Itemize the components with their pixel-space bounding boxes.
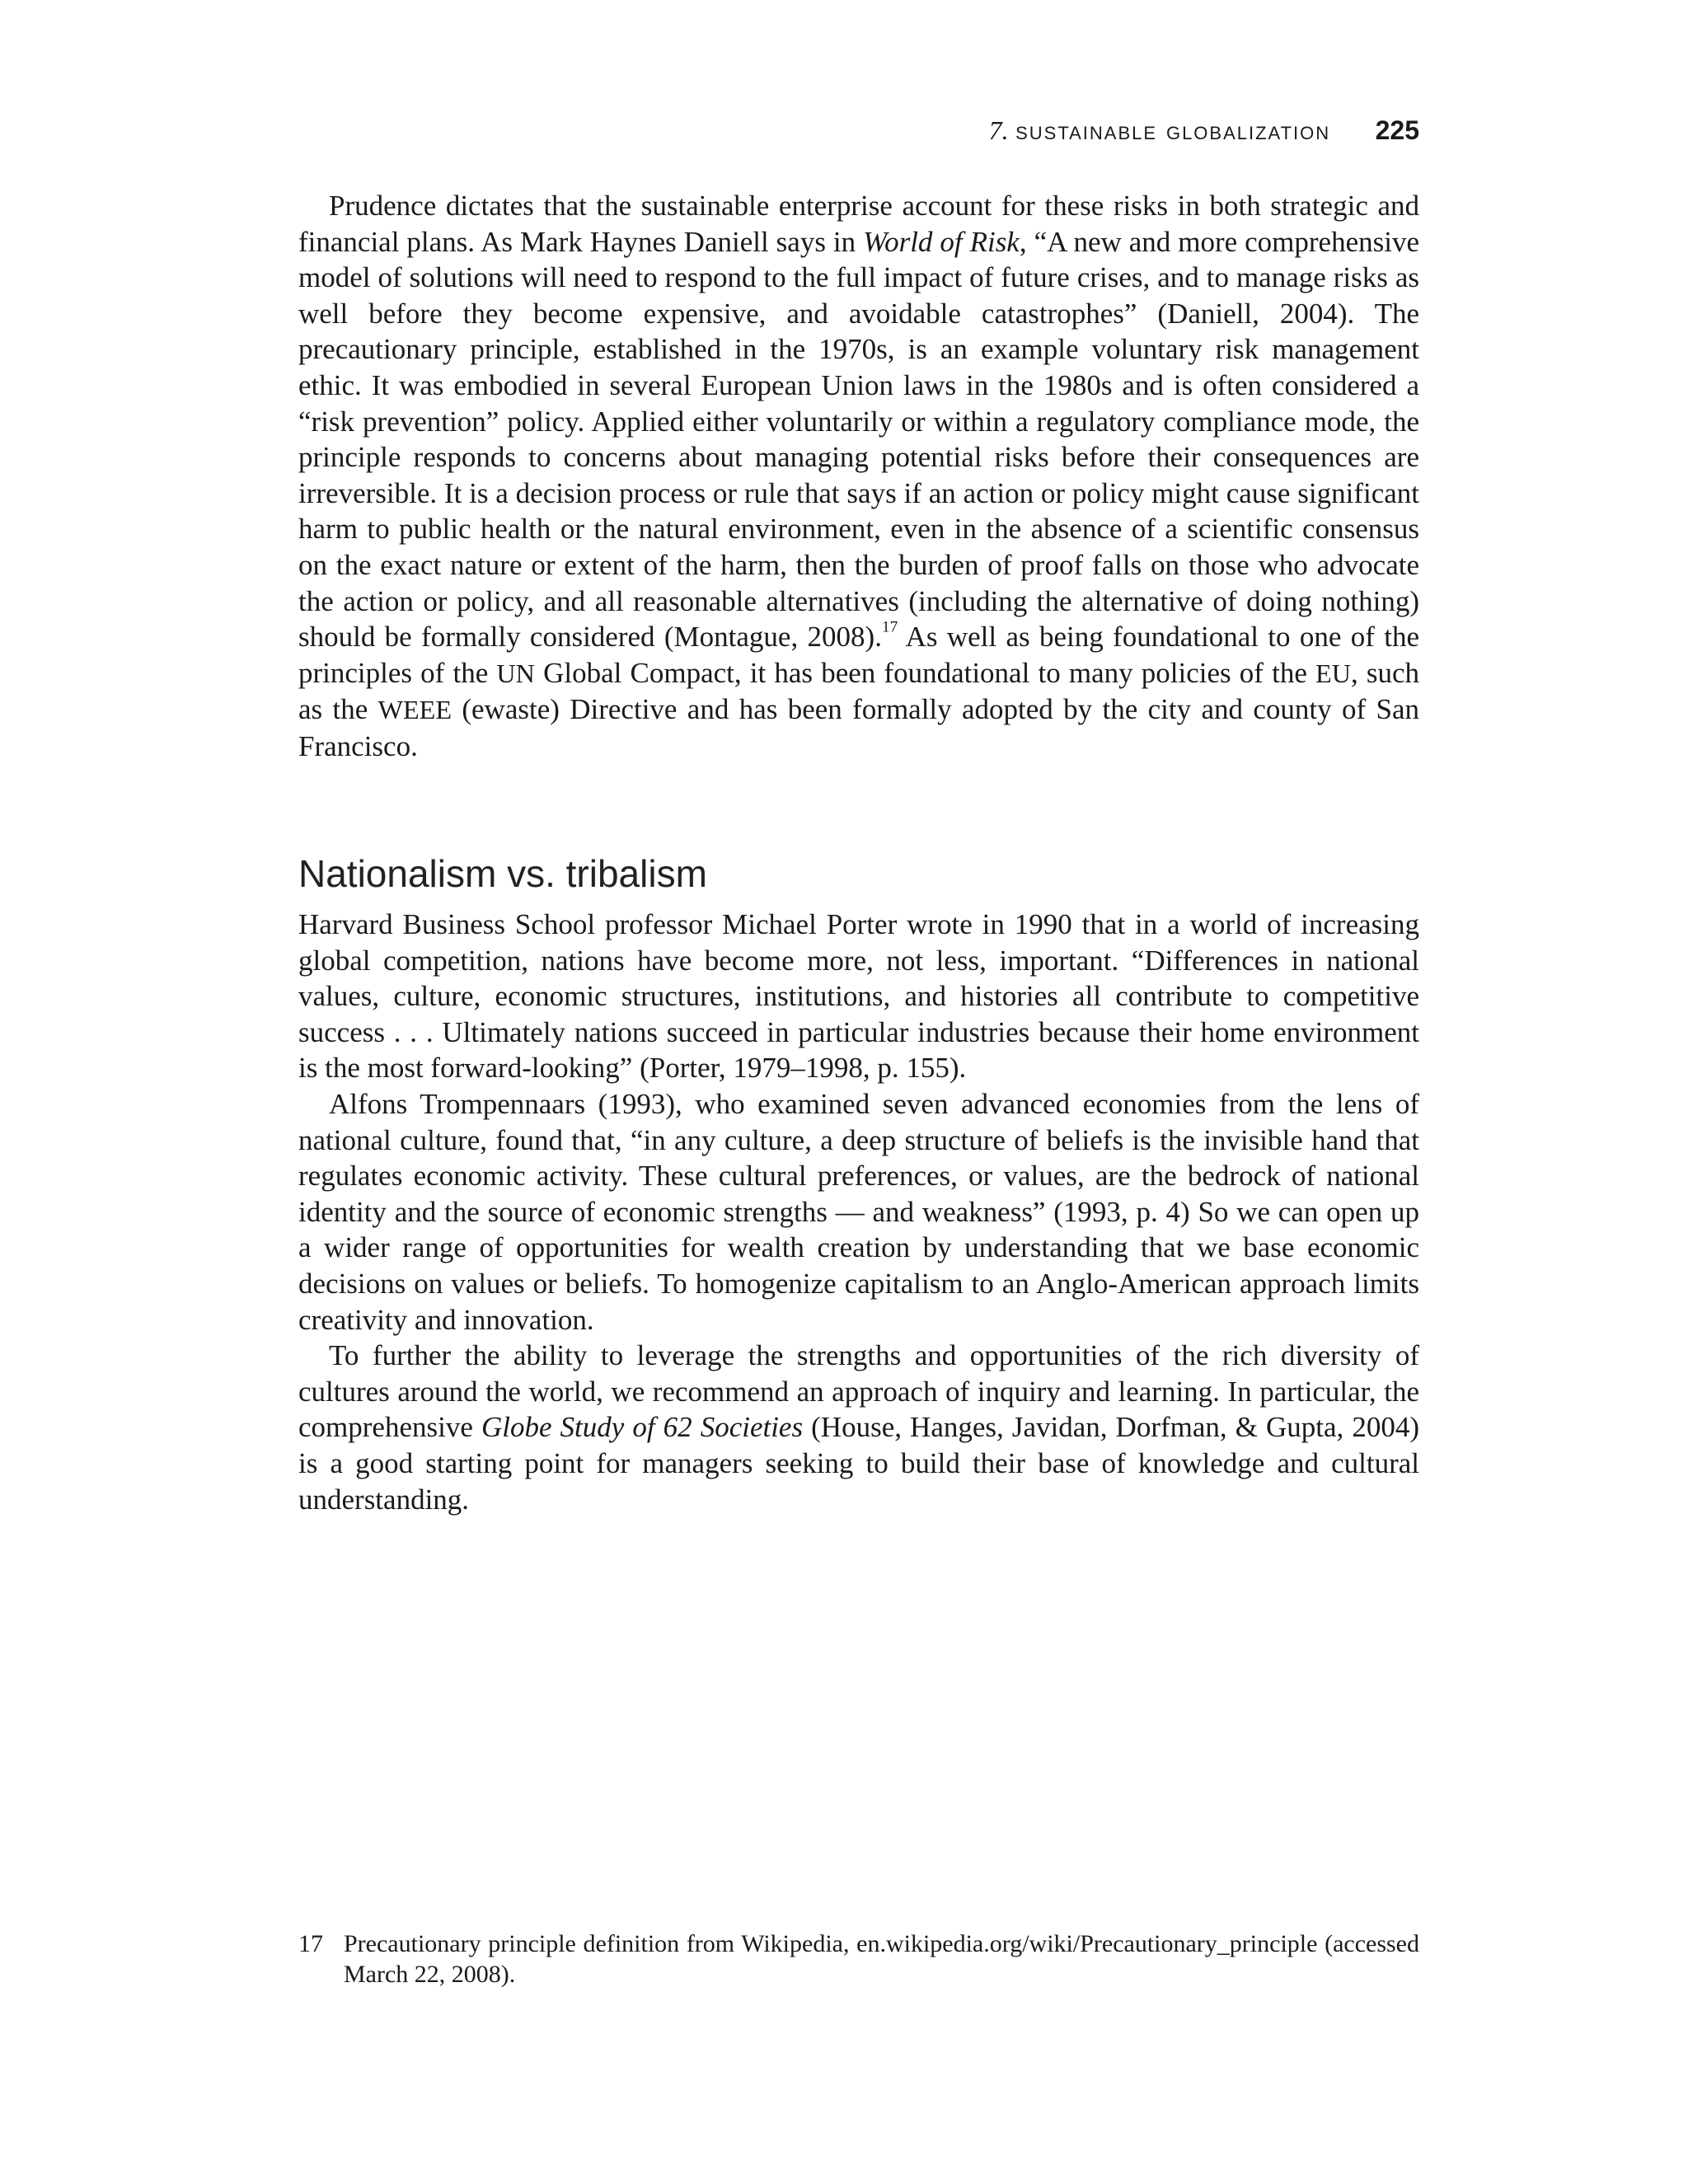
paragraph-porter: Harvard Business School professor Michael Porter wrote in 1990 that in a world of increasing global competition, nations have become more, not less, important. “Differences in national values, culture, economic structures, institutions, and histories all contribute to competitive success . . . Ultimately nations succeed in particular industries because their home environment is the most forward-looking” (Porter, 1979–1998, p. 155). (298, 908, 1419, 1085)
abbreviation-eu: EU (1315, 658, 1351, 688)
chapter-title: sustainable globalization (1015, 115, 1331, 145)
footnote-text: Precautionary principle definition from Wikipedia, en.wikipedia.org/wiki/Precautionary_principle (accessed March 22, 2008). (344, 1930, 1419, 1988)
footnote (298, 1929, 1419, 1990)
footnote-reference[interactable]: 17 (881, 618, 898, 636)
text-run: To further the ability to leverage the strengths and opportunities of the rich diversity of cultures around the world, we recommend an approach of inquiry and learning. In particular, the comprehensive (298, 1339, 1419, 1444)
text-run: , “A new and more comprehensive model of solutions will need to respond to the full impact of future crises, and to manage risks as well before they become expensive, and avoidable catastrophes” (Daniell, 2004). The precautionary principle, established in the 1970s, is an example voluntary risk management ethic. It was embodied in several European Union laws in the 1980s and is often considered a “risk prevention” policy. Applied either voluntarily or within a regulatory compliance mode, the principle responds to concerns about managing potential risks before their consequences are irreversible. It is a decision process or rule that says if an action or policy might cause significant harm to public health or the natural environment, even in the absence of a scientific consensus on the exact nature or extent of the harm, then the burden of proof falls on those who advocate the action or policy, and all reasonable alternatives (including the alternative of doing nothing) should be formally considered (Montague, 2008). (298, 225, 1419, 654)
text-run: Prudence dictates that the sustainable enterprise account for these risks in both strategic and financial plans. As Mark Haynes Daniell says in (298, 190, 1419, 258)
section-heading: Nationalism vs. tribalism (298, 852, 707, 895)
body-text-top (298, 188, 1419, 765)
chapter-number: 7. (988, 115, 1009, 145)
text-run: Global Compact, it has been foundational to many policies of the (534, 656, 1316, 689)
book-title-world-of-risk: World of Risk (863, 225, 1020, 258)
body-text-section (298, 907, 1419, 1517)
paragraph-precautionary-principle (298, 188, 1419, 765)
text-run: (ewaste) Directive and has been formally adopted by the city and county of San Francisco. (298, 693, 1419, 762)
page-number: 225 (1375, 115, 1419, 145)
book-title-globe-study: Globe Study of 62 Societies (481, 1411, 804, 1444)
text-run: (House, Hanges, Javidan, Dorfman, & Gupta, 2004) is a good starting point for managers seeking to build their base of knowledge and cultural understanding. (298, 1411, 1419, 1516)
running-head (298, 115, 1419, 146)
paragraph-globe-study (298, 1338, 1419, 1517)
paragraph-trompennaars: Alfons Trompennaars (1993), who examined seven advanced economies from the lens of national culture, found that, “in any culture, a deep structure of beliefs is the invisible hand that regulates economic activity. These cultural preferences, or values, are the bedrock of national identity and the source of economic strengths — and weakness” (1993, p. 4) So we can open up a wider range of opportunities for wealth creation by understanding that we base economic decisions on values or beliefs. To homogenize capitalism to an Anglo-American approach limits creativity and innovation. (298, 1087, 1419, 1336)
abbreviation-un: UN (496, 658, 535, 688)
text-run: , such as the (298, 656, 1420, 726)
abbreviation-weee: WEEE (377, 695, 452, 725)
text-run: As well as being foundational to one of the principles of the (298, 621, 1419, 689)
footnote-number: 17 (298, 1930, 323, 1957)
